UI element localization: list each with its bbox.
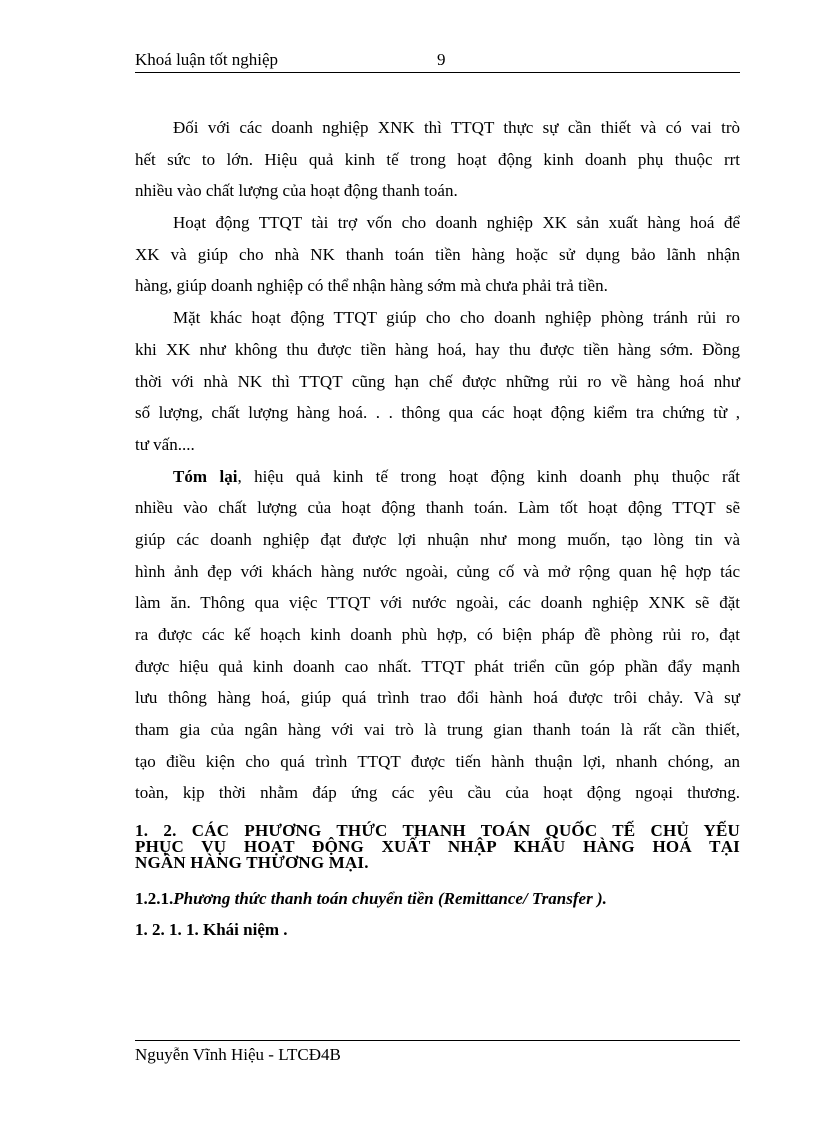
paragraph-line: hàng, giúp doanh nghiệp có thể nhận hàng sớm mà chưa phải trả tiền. — [135, 276, 608, 296]
section-heading-line: NGÂN HÀNG THƯƠNG MẠI. — [135, 853, 369, 872]
subsection-number: 1.2.1. — [135, 889, 174, 908]
paragraph-line: được hiệu quả kinh doanh cao nhất. TTQT phát triển cũn góp phần đẩy mạnh — [135, 656, 740, 676]
subsection-heading — [135, 889, 607, 909]
paragraph-line — [135, 461, 740, 493]
paragraph-line: thời với nhà NK thì TTQT cũng hạn chế được những rủi ro về hàng hoá như — [135, 371, 740, 391]
section-heading — [135, 823, 740, 871]
paragraph-text: , hiệu quả kinh tế trong hoạt động kinh doanh phụ thuộc rất — [237, 466, 740, 486]
paragraph-line: hết sức to lớn. Hiệu quả kinh tế trong hoạt động kinh doanh phụ thuộc rrt — [135, 149, 740, 169]
paragraph-line: tham gia của ngân hàng với vai trò là trung gian thanh toán là rất cần thiết, — [135, 720, 740, 740]
body-text — [135, 112, 740, 809]
paragraph-line: tư vấn.... — [135, 434, 195, 454]
page-header — [135, 48, 740, 73]
paragraph-line: tạo điều kiện cho quá trình TTQT được tiến hành thuận lợi, nhanh chóng, an — [135, 751, 740, 771]
paragraph-line: làm ăn. Thông qua việc TTQT với nước ngoài, các doanh nghiệp XNK sẽ đặt — [135, 593, 740, 613]
paragraph-line: số lượng, chất lượng hàng hoá. . . thông qua các hoạt động kiểm tra chứng từ , — [135, 403, 740, 423]
paragraph-line: nhiều vào chất lượng của hoạt động thanh toán. Làm tốt hoạt động TTQT sẽ — [135, 498, 740, 518]
paragraph-line: XK và giúp cho nhà NK thanh toán tiền hàng hoặc sử dụng bảo lãnh nhận — [135, 244, 740, 264]
paragraph-line: toàn, kịp thời nhằm đáp ứng các yêu cầu của hoạt động ngoại thương. — [135, 783, 740, 803]
footer-author: Nguyễn Vĩnh Hiệu - LTCĐ4B — [135, 1045, 341, 1064]
paragraph-line: Đối với các doanh nghiệp XNK thì TTQT thực sự cần thiết và có vai trò — [173, 118, 740, 137]
paragraph-line: Hoạt động TTQT tài trợ vốn cho doanh nghiệp XK sản xuất hàng hoá để — [173, 213, 740, 233]
subsubsection-heading: 1. 2. 1. 1. Khái niệm . — [135, 920, 288, 939]
paragraph-line: nhiều vào chất lượng của hoạt động thanh toán. — [135, 181, 458, 201]
subsection-title: Phương thức thanh toán chuyển tiền (Remittance/ Transfer ). — [173, 889, 607, 908]
paragraph-line: giúp các doanh nghiệp đạt được lợi nhuận như mong muốn, tạo lòng tin và — [135, 529, 740, 549]
header-title: Khoá luận tốt nghiệp — [135, 50, 279, 69]
footer-divider — [135, 1040, 740, 1041]
paragraph-line: hình ảnh đẹp với khách hàng nước ngoài, củng cố và mở rộng quan hệ hợp tác — [135, 561, 740, 581]
paragraph-line: khi XK như không thu được tiền hàng hoá, hay thu được tiền hàng sớm. Đồng — [135, 339, 740, 359]
paragraph-line: lưu thông hàng hoá, giúp quá trình trao đổi hành hoá được trôi chảy. Và sự — [135, 688, 740, 708]
paragraph-line: ra được các kế hoạch kinh doanh phù hợp, có biện pháp đề phòng rủi ro, đạt — [135, 625, 740, 644]
paragraph-line: Mặt khác hoạt động TTQT giúp cho cho doanh nghiệp phòng tránh rủi ro — [173, 308, 740, 328]
section-heading-line: PHỤC VỤ HOẠT ĐỘNG XUẤT NHẬP KHẨU HÀNG HOÁ TẠI — [135, 837, 740, 856]
section-heading-line: 1. 2. CÁC PHƯƠNG THỨC THANH TOÁN QUỐC TẾ CHỦ YẾU — [135, 821, 740, 840]
page-number: 9 — [437, 50, 446, 69]
summary-lead: Tóm lại — [173, 466, 238, 486]
